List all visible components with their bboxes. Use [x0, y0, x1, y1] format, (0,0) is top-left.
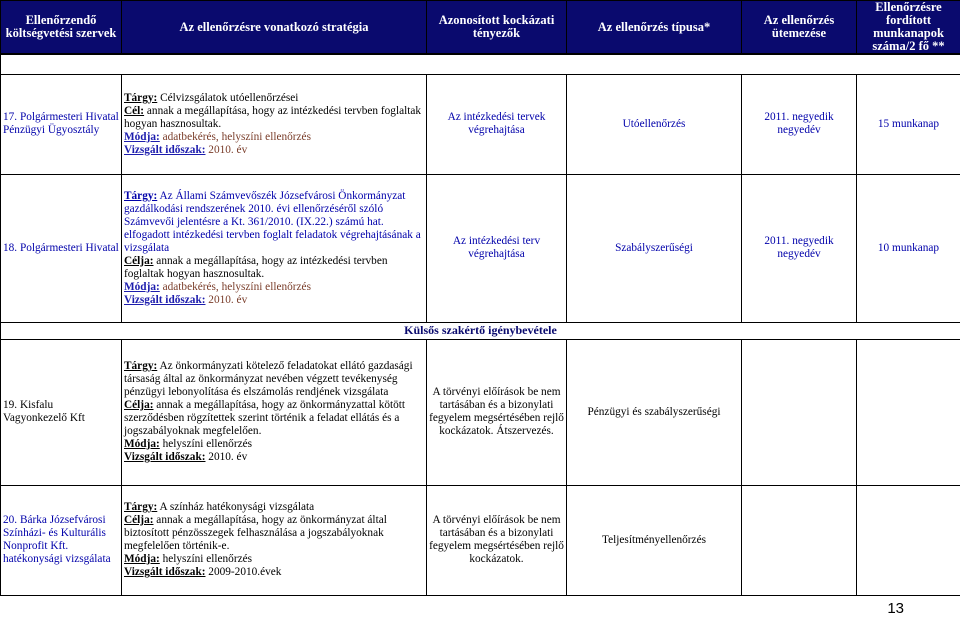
days-cell: [857, 339, 960, 485]
header-cell: Az ellenőrzés típusa*: [567, 1, 742, 55]
section-separator: Külsős szakértő igénybevétele: [1, 322, 960, 339]
days-cell: 10 munkanap: [857, 174, 960, 322]
page-number: 13: [887, 600, 904, 617]
risk-cell: Az intézkedési terv végrehajtása: [427, 174, 567, 322]
type-cell: Teljesítményellenőrzés: [567, 485, 742, 595]
risk-cell: A törvényi előírások be nem tartásában és a bizonylati fegyelem megsértésében rejlő kockázatok.: [427, 485, 567, 595]
table-row: [1, 339, 960, 485]
org-cell: 18. Polgármesteri Hivatal: [1, 174, 122, 322]
days-cell: [857, 485, 960, 595]
org-cell: 20. Bárka Józsefvárosi Színházi- és Kulturális Nonprofit Kft. hatékonysági vizsgálata: [1, 485, 122, 595]
type-cell: Utóellenőrzés: [567, 74, 742, 174]
org-cell: 19. Kisfalu Vagyonkezelő Kft: [1, 339, 122, 485]
table-row: [1, 74, 960, 174]
strategy-cell: Tárgy: A színház hatékonysági vizsgálata Célja: annak a megállapítása, hogy az önkormányzat által biztosított pénzösszegek felhasználása a jogszabályoknak megfelelően történik-e. Módja: helyszíni ellenőrzés Vizsgált időszak: 2009-2010.évek: [122, 485, 427, 595]
table-row: [1, 485, 960, 595]
schedule-cell: 2011. negyedik negyedév: [742, 174, 857, 322]
days-cell: 15 munkanap: [857, 74, 960, 174]
strategy-cell: Tárgy: Az Állami Számvevőszék Józsefvárosi Önkormányzat gazdálkodási rendszerének 2010. évi ellenőrzéséről szóló Számvevői jelentésre a Kt. 361/2010. (IX.22.) számú hat. elfogadott intézkedési tervben foglalt feladatok végrehajtásának a vizsgálata Célja: annak a megállapítása, hogy az intézkedési tervben foglaltak hogyan hasznosultak. Módja: adatbekérés, helyszíni ellenőrzés Vizsgált időszak: 2010. év: [122, 174, 427, 322]
risk-cell: A törvényi előírások be nem tartásában és a bizonylati fegyelem megsértésében rejlő kockázatok. Átszervezés.: [427, 339, 567, 485]
schedule-cell: [742, 485, 857, 595]
table-row: [1, 174, 960, 322]
header-cell: Az ellenőrzés ütemezése: [742, 1, 857, 55]
header-cell: Ellenőrzésre fordított munkanapok száma/2 fő **: [857, 1, 960, 55]
header-cell: Az ellenőrzésre vonatkozó stratégia: [122, 1, 427, 55]
header-cell: Azonosított kockázati tényezők: [427, 1, 567, 55]
table-header-row: [1, 1, 960, 55]
schedule-cell: [742, 339, 857, 485]
risk-cell: Az intézkedési tervek végrehajtása: [427, 74, 567, 174]
strategy-cell: Tárgy: Az önkormányzati kötelező feladatokat ellátó gazdasági társaság által az önkormányzat nevében végzett tevékenység pénzügyi lebonyolítása és elszámolás rendjének vizsgálata Célja: annak a megállapítása, hogy az önkormányzattal kötött szerződésben rögzítettek szerint történik a feladat ellátás és a jogszabályoknak megfelelően. Módja: helyszíni ellenőrzés Vizsgált időszak: 2010. év: [122, 339, 427, 485]
header-cell: Ellenőrzendő költségvetési szervek: [1, 1, 122, 55]
schedule-cell: 2011. negyedik negyedév: [742, 74, 857, 174]
strategy-cell: Tárgy: Célvizsgálatok utóellenőrzései Cél: annak a megállapítása, hogy az intézkedési tervben foglaltak hogyan hasznosultak. Módja: adatbekérés, helyszíni ellenőrzés Vizsgált időszak: 2010. év: [122, 74, 427, 174]
type-cell: Pénzügyi és szabályszerűségi: [567, 339, 742, 485]
section-separator-row: [1, 322, 960, 339]
org-cell: 17. Polgármesteri Hivatal Pénzügyi Ügyosztály: [1, 74, 122, 174]
type-cell: Szabályszerűségi: [567, 174, 742, 322]
